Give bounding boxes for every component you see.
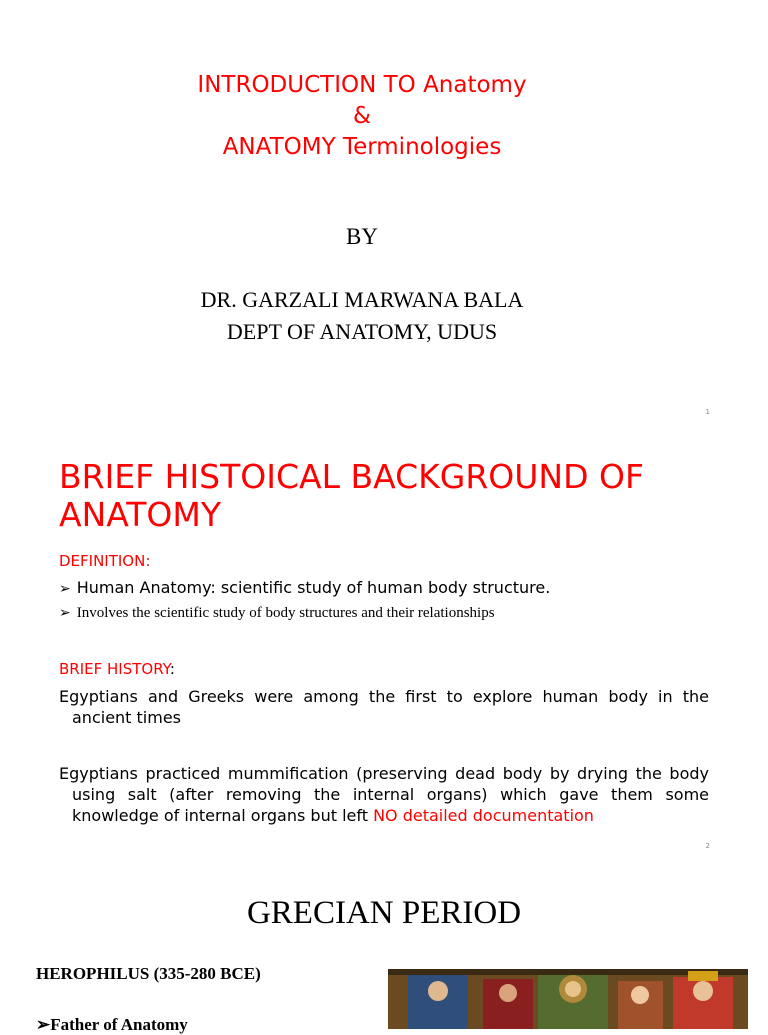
author-department: DEPT OF ANATOMY, UDUS	[226, 319, 498, 344]
bullet-item	[59, 578, 550, 597]
slide-3	[0, 865, 768, 1034]
history-label-colon: :	[169, 660, 175, 678]
history-label-text: BRIEF HISTORY	[59, 660, 170, 678]
history-paragraph-1: Egyptians and Greeks were among the first to explore human body in the ancient times	[59, 687, 709, 727]
title-line-2: &	[353, 103, 371, 129]
page-number: 1	[705, 408, 710, 416]
bullet-text: Human Anatomy: scientific study of human body structure.	[76, 578, 551, 597]
slide-2-title: BRIEF HISTOICAL BACKGROUND OF ANATOMY	[59, 457, 644, 534]
slide-2	[0, 432, 768, 865]
arrow-bullet-icon: ➢	[59, 581, 71, 597]
slide-1-title	[0, 70, 724, 163]
herophilus-heading: HEROPHILUS (335-280 BCE)	[36, 964, 261, 983]
history-label	[59, 660, 175, 678]
arrow-bullet-icon: ➢	[59, 606, 71, 621]
history-paragraph-2	[59, 763, 709, 826]
by-label: BY	[346, 224, 378, 249]
paragraph-2-text: Egyptians practiced mummification (preserving dead body by drying the body using salt (after removing the internal organs) which gave them some knowledge of internal organs but left	[59, 764, 709, 825]
bullet-text: Involves the scientific study of body structures and their relationships	[76, 605, 495, 621]
slide-3-title: GRECIAN PERIOD	[246, 895, 522, 931]
slide-1	[0, 0, 768, 432]
author-block	[0, 284, 724, 348]
bullet-item	[59, 605, 495, 622]
herophilus-bullet: ➢Father of Anatomy	[36, 1015, 188, 1034]
definition-label: DEFINITION:	[59, 552, 151, 570]
page-number: 2	[705, 842, 710, 850]
historical-painting-image	[388, 969, 748, 1029]
paragraph-2-highlight: NO detailed documentation	[373, 806, 594, 825]
painting-illustration	[388, 969, 748, 1029]
author-name: DR. GARZALI MARWANA BALA	[200, 287, 524, 312]
title-line-1: INTRODUCTION TO Anatomy	[197, 72, 527, 98]
title-line-3: ANATOMY Terminologies	[222, 134, 502, 160]
